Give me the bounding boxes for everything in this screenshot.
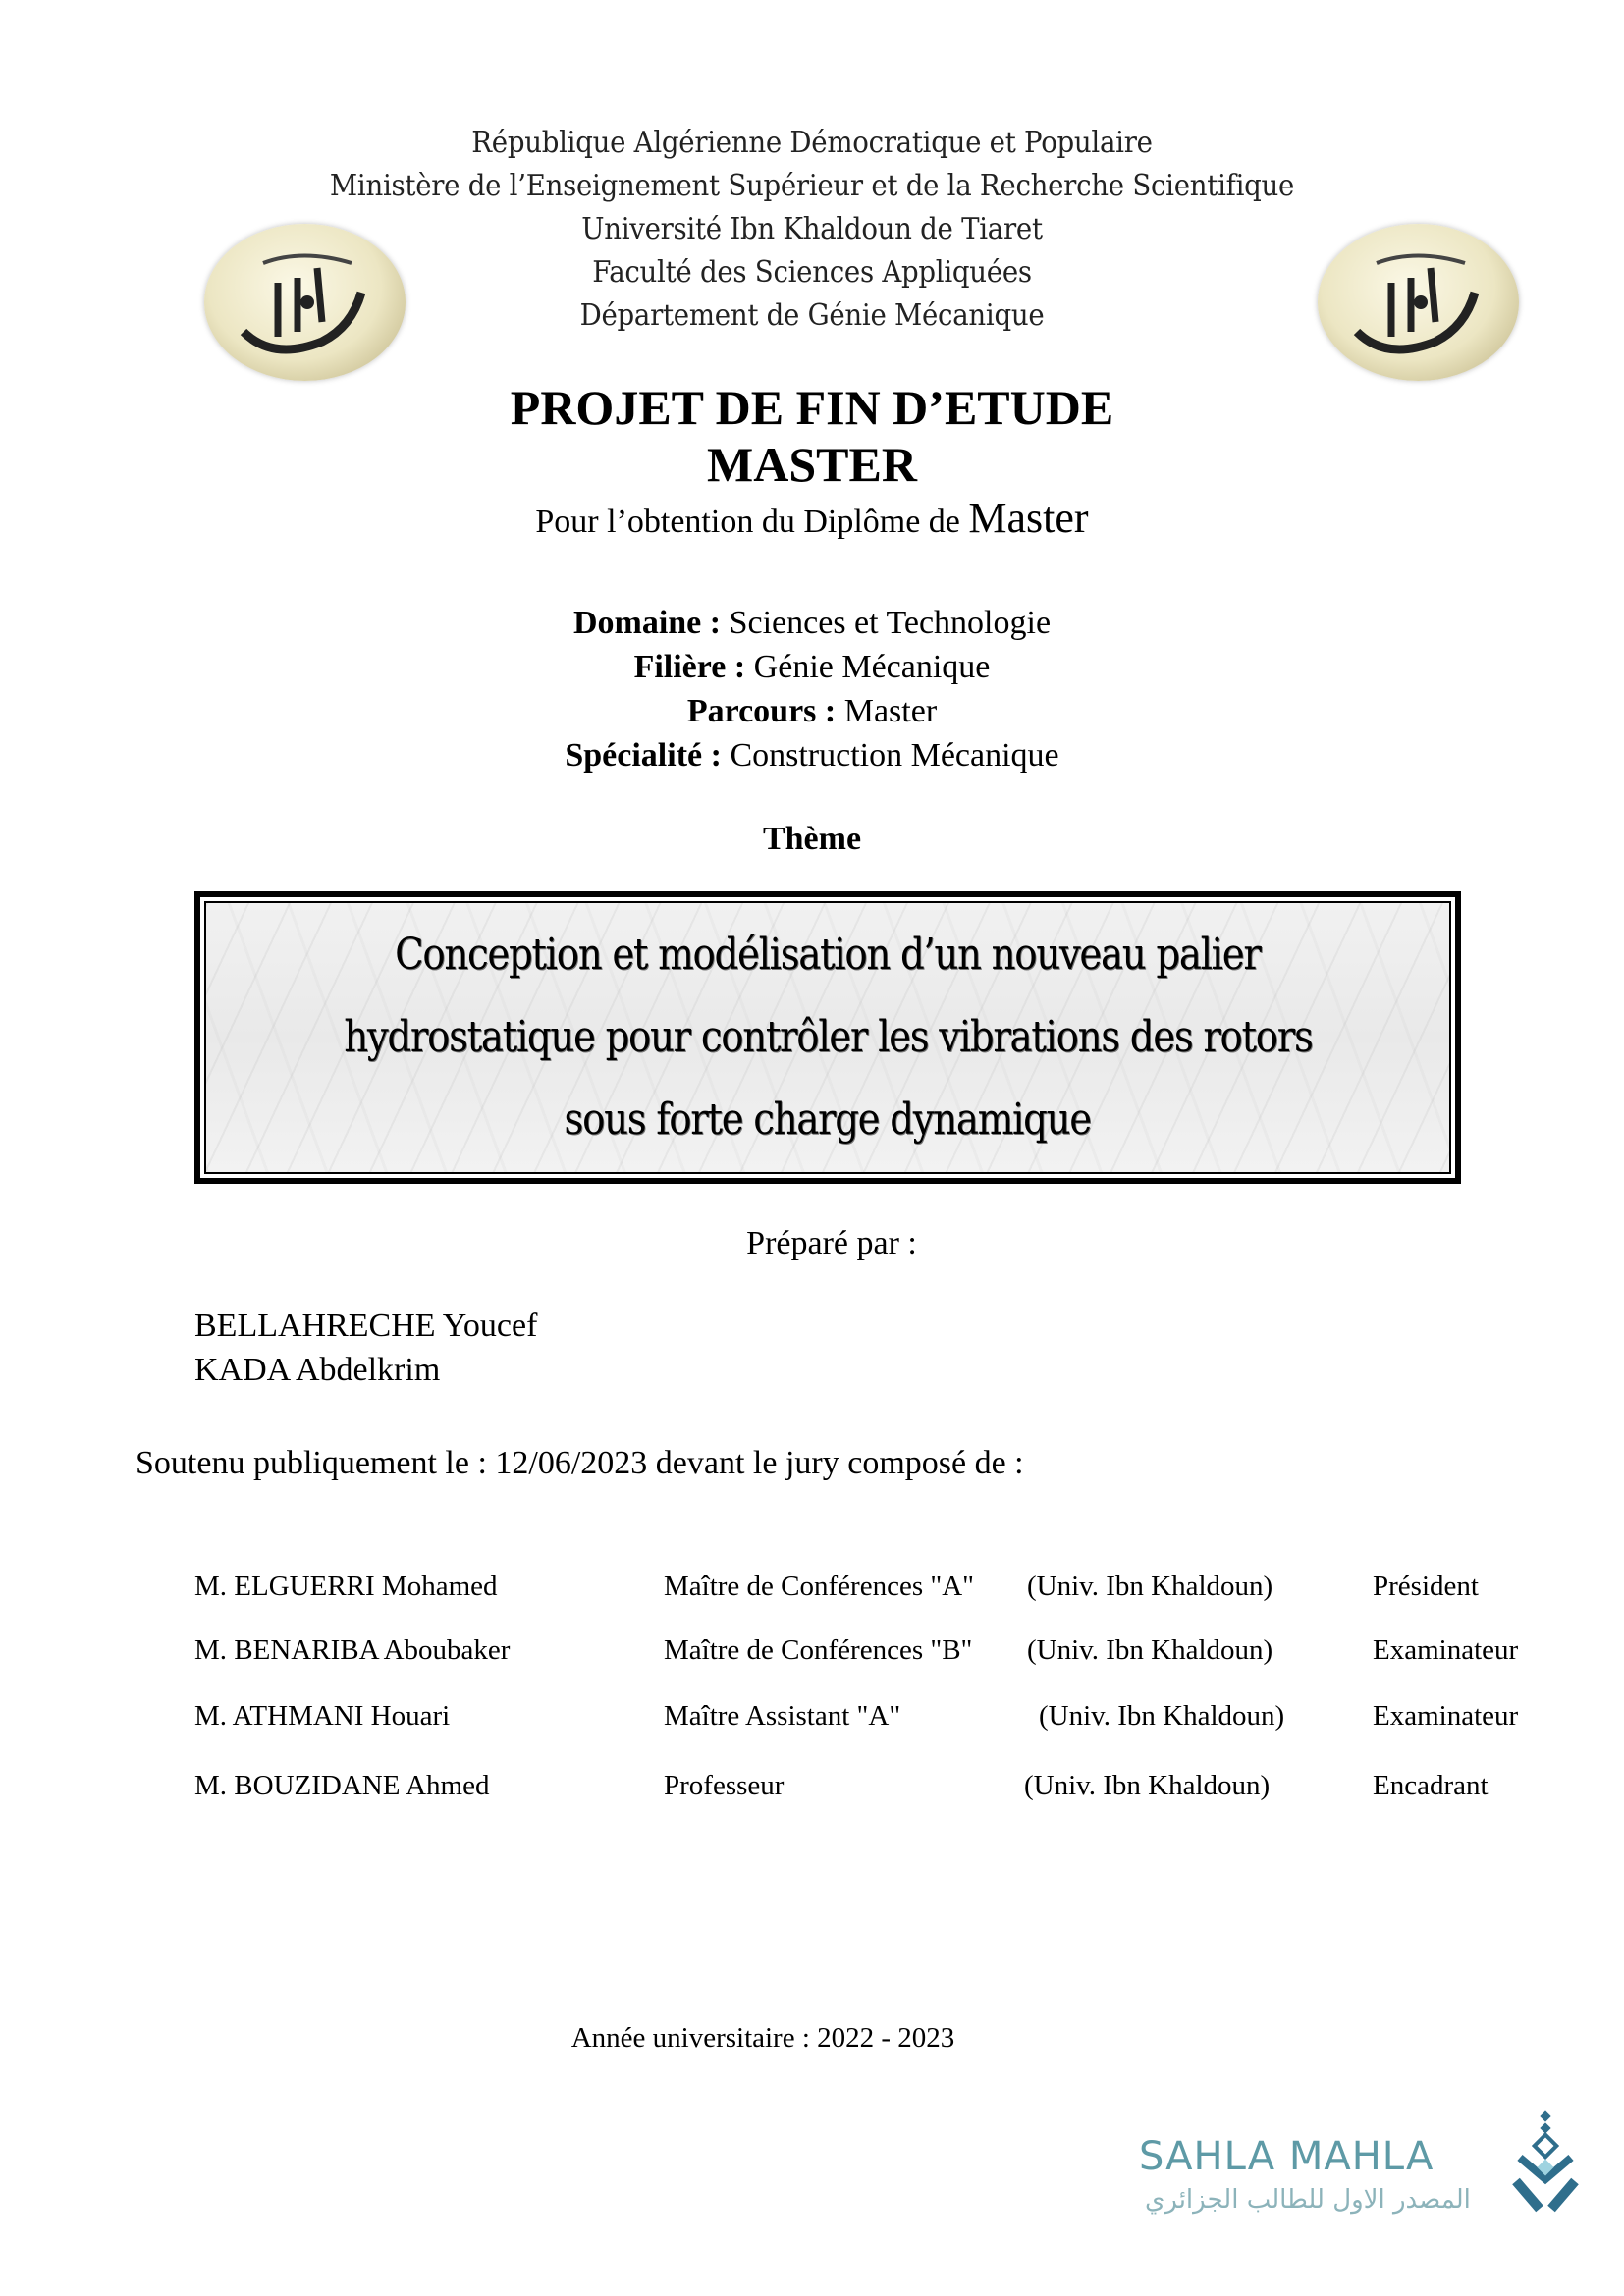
header-line-university: Université Ibn Khaldoun de Tiaret xyxy=(581,212,1043,246)
university-seal-icon xyxy=(1318,224,1519,381)
header-line-faculty: Faculté des Sciences Appliquées xyxy=(592,255,1032,290)
theme-line-2: hydrostatique pour contrôler les vibrations des rotors xyxy=(343,1012,1313,1062)
jury-row xyxy=(194,1571,1569,1610)
jury-role: Examinateur xyxy=(1373,1634,1519,1666)
meta-filiere: Filière : Génie Mécanique xyxy=(633,649,991,685)
diploma-subtitle xyxy=(0,494,1624,544)
title-line-2: MASTER xyxy=(707,437,917,492)
document-title xyxy=(0,379,1624,544)
jury-affiliation: (Univ. Ibn Khaldoun) xyxy=(1024,1770,1271,1801)
prepared-by-label: Préparé par : xyxy=(746,1225,917,1261)
header-line-department: Département de Génie Mécanique xyxy=(579,298,1045,333)
author-2: KADA Abdelkrim xyxy=(194,1352,441,1388)
sahla-mahla-logo-icon xyxy=(1510,2110,1581,2218)
theme-line-1: Conception et modélisation d’un nouveau palier xyxy=(395,930,1261,980)
defense-statement: Soutenu publiquement le : 12/06/2023 devant le jury composé de : xyxy=(135,1445,1024,1481)
jury-grade: Maître Assistant "A" xyxy=(664,1700,901,1732)
subtitle-master: Master xyxy=(968,494,1089,542)
jury-affiliation: (Univ. Ibn Khaldoun) xyxy=(1027,1634,1273,1666)
watermark-tagline: المصدر الاول للطالب الجزائري xyxy=(1145,2185,1471,2215)
jury-name: M. ATHMANI Houari xyxy=(194,1700,451,1732)
theme-box-inner xyxy=(204,901,1451,1174)
meta-parcours: Parcours : Master xyxy=(686,693,938,729)
theme-box xyxy=(194,891,1461,1184)
meta-specialite: Spécialité : Construction Mécanique xyxy=(565,737,1059,774)
jury-grade: Maître de Conférences "A" xyxy=(664,1571,974,1602)
sahla-mahla-watermark xyxy=(1139,2130,1591,2238)
header-line-ministry: Ministère de l’Enseignement Supérieur et de la Recherche Scientifique xyxy=(329,169,1295,203)
author-1: BELLAHRECHE Youcef xyxy=(194,1308,538,1344)
title-line-1: PROJET DE FIN D’ETUDE xyxy=(510,380,1114,435)
jury-grade: Maître de Conférences "B" xyxy=(664,1634,973,1666)
theme-line-3: sous forte charge dynamique xyxy=(564,1095,1092,1145)
university-seal-icon xyxy=(204,224,406,381)
jury-role: Président xyxy=(1373,1571,1479,1602)
academic-year: Année universitaire : 2022 - 2023 xyxy=(570,2022,955,2054)
jury-name: M. BENARIBA Aboubaker xyxy=(194,1634,511,1666)
theme-label: Thème xyxy=(762,821,862,857)
jury-affiliation: (Univ. Ibn Khaldoun) xyxy=(1039,1700,1285,1732)
jury-grade: Professeur xyxy=(664,1770,785,1801)
jury-affiliation: (Univ. Ibn Khaldoun) xyxy=(1027,1571,1273,1602)
authors-list xyxy=(194,1304,537,1392)
header-line-republic: République Algérienne Démocratique et Populaire xyxy=(471,126,1153,160)
jury-row xyxy=(194,1770,1569,1809)
meta-domaine: Domaine : Sciences et Technologie xyxy=(572,605,1052,641)
jury-name: M. ELGUERRI Mohamed xyxy=(194,1571,498,1602)
jury-role: Encadrant xyxy=(1373,1770,1489,1801)
jury-row xyxy=(194,1700,1569,1739)
jury-row xyxy=(194,1634,1569,1674)
program-details xyxy=(0,601,1624,777)
subtitle-prefix: Pour l’obtention du Diplôme de xyxy=(535,504,969,540)
watermark-brand: SAHLA MAHLA xyxy=(1139,2134,1435,2179)
jury-role: Examinateur xyxy=(1373,1700,1519,1732)
jury-name: M. BOUZIDANE Ahmed xyxy=(194,1770,490,1801)
